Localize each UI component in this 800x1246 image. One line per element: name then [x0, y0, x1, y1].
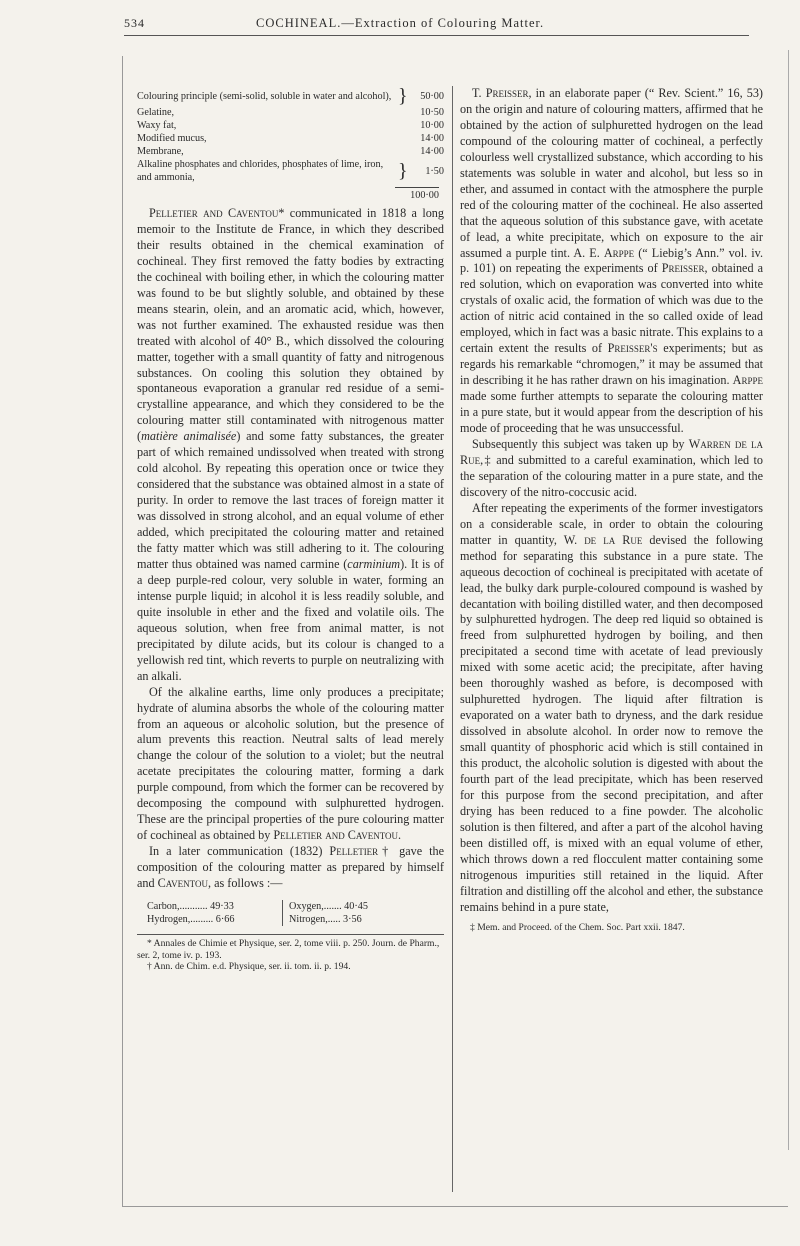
table-row — [137, 132, 444, 145]
author-name: Caventou — [157, 876, 208, 891]
column-separator — [452, 86, 453, 1192]
row-value: 50·00 — [420, 90, 444, 102]
row-label: Modified mucus, — [137, 133, 207, 144]
author-name: Pelletier — [329, 844, 379, 859]
row-value: 14·00 — [420, 146, 444, 157]
table-row — [137, 119, 444, 132]
row-label: Waxy fat, — [137, 120, 177, 131]
table-total: 100·00 — [410, 190, 439, 201]
elemental-composition — [147, 900, 444, 926]
paragraph: In a later communication (1832) Pelletier† gave the composition of the colouring matter as prepared by himself and Caventou, as follows :— — [137, 844, 444, 891]
carbon-value: Carbon,........... 49·33 — [147, 900, 234, 912]
nitrogen-value: Nitrogen,..... 3·56 — [289, 913, 362, 925]
author-name: T. Preisser — [472, 86, 529, 100]
author-name: Pelletier and Caventou. — [273, 828, 402, 843]
author-name: Pelletier and Caventou — [149, 206, 279, 220]
composition-table — [137, 86, 444, 203]
frame-left — [122, 56, 123, 1206]
row-label: Alkaline phosphates and chlorides, phosphates of lime, iron, and ammonia, — [137, 159, 384, 183]
paragraph: After repeating the experiments of the former investigators on a considerable scale, in order to obtain the colouring matter in quantity, W. de la Rue devised the following method for separating this substance in a pure state. The aqueous decoction of cochineal is precipitated with acetate of lead, the bulky dark purple-coloured compound is washed by decantation with boiling distilled water, and then decomposed by sulphuretted hydrogen. The deep red liquid so obtained is freed from sulphuretted hydrogen by boiling, and then precipitated a second time with acetate of lead previously mixed with some acetic acid; the precipitate, after having been thoroughly washed as before, is decomposed with sulphuretted hydrogen. The liquid after filtration is evaporated on a water bath to dryness, and the dark residue dissolved in absolute alcohol. In order now to remove the small quantity of phosphoric acid which is still contained in this product, the alcoholic solution is digested with about the fourth part of the lead precipitate, which has been reserved for this purpose from the second precipitation, and after drying has been reduced to a fine powder. The alcoholic solution is then filtered, and after a part of the alcohol having been distilled off, is mixed with an equal volume of ether, which throws down a red flocculent matter containing some nitrogenous impurities still retained in the liquid. After filtration and distilling off the alcohol and ether, the substance remains behind in a pure state, — [460, 500, 764, 914]
row-label: Colouring principle (semi-solid, soluble in water and alcohol), — [137, 90, 392, 102]
oxygen-value: Oxygen,....... 40·45 — [289, 900, 368, 912]
row-value: 1·50 — [425, 165, 444, 177]
right-column — [460, 86, 763, 933]
author-name: Preisser's — [607, 341, 658, 356]
brace: } — [398, 160, 408, 182]
paragraph: Subsequently this subject was taken up by Warren de la Rue,‡ and submitted to a careful examination, which led to the separation of the colouring matter in a pure state, and the discovery of the nitro-coccusic acid. — [460, 436, 764, 499]
table-row — [137, 106, 444, 119]
footnote: * Annales de Chimie et Physique, ser. 2, tome viii. p. 250. Journ. de Pharm., ser. 2, tome iv. p. 193. — [137, 937, 440, 961]
footnote: ‡ Mem. and Proceed. of the Chem. Soc. Part xxii. 1847. — [470, 921, 685, 933]
row-value: 10·50 — [420, 107, 444, 118]
row-value: 10·00 — [420, 120, 444, 131]
frame-bottom — [122, 1206, 788, 1207]
table-row — [137, 158, 444, 184]
paragraph: T. Preisser, in an elaborate paper (“ Rev. Scient.” 16, 53) on the origin and nature of colouring matters, affirmed that he obtained by the action of sulphuretted hydrogen on the lead compound of the colouring matter of cochineal, a perfectly colourless well crystallized substance, which according to his statements was soluble in water and alcohol, but less so in ether, and assumed in contact with the atmosphere the purple red of the colouring matter of the cochineal. He also asserted that the aqueous solution of this substance gave, with acetate of lead, a white precipitate, which on exposure to the air assumed a purple tint. A. E. Arppe (“ Liebig’s Ann.” vol. iv. p. 101) on repeating the experiments of Preisser, obtained a red solution, which on evaporation was converted into white crystals of oxalic acid, the formation of which was due to the action of nitric acid contained in the so called oxide of lead employed, which in fact was a basic nitrate. This explains to a certain extent the results of Preisser's experiments; but as regards his remarkable “chromogen,” it may be assumed that in describing it he has rather drawn on his imagination. Arppe made some further attempts to separate the colouring matter in a pure state, but it would appear from the description of his mode of proceeding that he was unsuccessful. — [460, 86, 764, 436]
footnote: † Ann. de Chim. e.d. Physique, ser. ii. tom. ii. p. 194. — [147, 961, 351, 973]
table-row — [137, 86, 444, 106]
frame-right — [788, 50, 789, 1150]
paragraph: Of the alkaline earths, lime only produces a precipitate; hydrate of alumina absorbs the whole of the colouring matter from an aqueous or alcoholic solution, but the presence of alum prevents this reaction. Neutral salts of lead merely change the colour of the solution to a violet; but the neutral acetate precipitates the colouring matter, forming a dark purple compound, from which the former can be recovered by decomposing the compound with sulphuretted hydrogen. These are the principal properties of the pure colouring matter of cochineal as obtained by Pelletier and Caventou. — [137, 684, 444, 843]
row-label: Membrane, — [137, 146, 184, 157]
author-name: Warren de la Rue — [460, 436, 764, 467]
author-name: Preisser — [661, 261, 705, 276]
paragraph: Pelletier and Caventou* communicated in 1818 a long memoir to the Institute de France, in which they described their results obtained in the chemical examination of cochineal. They first removed the fatty bodies by extracting the cochineal with boiling ether, in which the colouring matter was found to be but slightly soluble, and obtained by these means stearin, olein, and an aromatic acid, which, however, was not further examined. The exhausted residue was then treated with alcohol of 40° B., which dissolved the colouring matter, together with a small quantity of fatty and nitrogenous substances. On cooling this solution they obtained by spontaneous evaporation a granular red residue of a semi-crystalline appearance, and which they considered to be the colouring matter still contaminated with nitrogenous matter (matière animalisée) and some fatty substances, the greater part of which remained undissolved when treated with strong cold alcohol. By repeating this operation once or twice they considered that the substance was obtained almost in a state of purity. In order to remove the last traces of foreign matter it was dissolved in strong alcohol, and an equal volume of ether added, which precipitated the colouring matter and retained the fatty matter which was still adhering to it. The colouring matter thus obtained was named carmine (carminium). It is of a deep purple-red colour, very soluble in water, forming an intense purple liquid; in alcohol it is less readily soluble, and quite insoluble in ether and the fixed and volatile oils. The aqueous solution, when free from animal matter, is not precipitated by dilute acids, but its colour is changed to a yellowish red tint, which reverts to purple on neutralizing with an alkali. — [137, 206, 444, 683]
author-name: Arppe — [732, 373, 763, 388]
row-value: 14·00 — [420, 133, 444, 144]
running-title: COCHINEAL.—Extraction of Colouring Matter. — [256, 16, 545, 30]
hydrogen-value: Hydrogen,......... 6·66 — [147, 913, 235, 925]
author-name: de la Rue — [584, 532, 643, 547]
row-label: Gelatine, — [137, 107, 175, 118]
brace: } — [398, 85, 408, 107]
header-rule — [124, 35, 749, 36]
author-name: Arppe — [603, 245, 635, 260]
left-column — [137, 86, 444, 973]
table-row — [137, 145, 444, 158]
footnote-rule — [137, 934, 444, 935]
page-number: 534 — [124, 16, 145, 30]
